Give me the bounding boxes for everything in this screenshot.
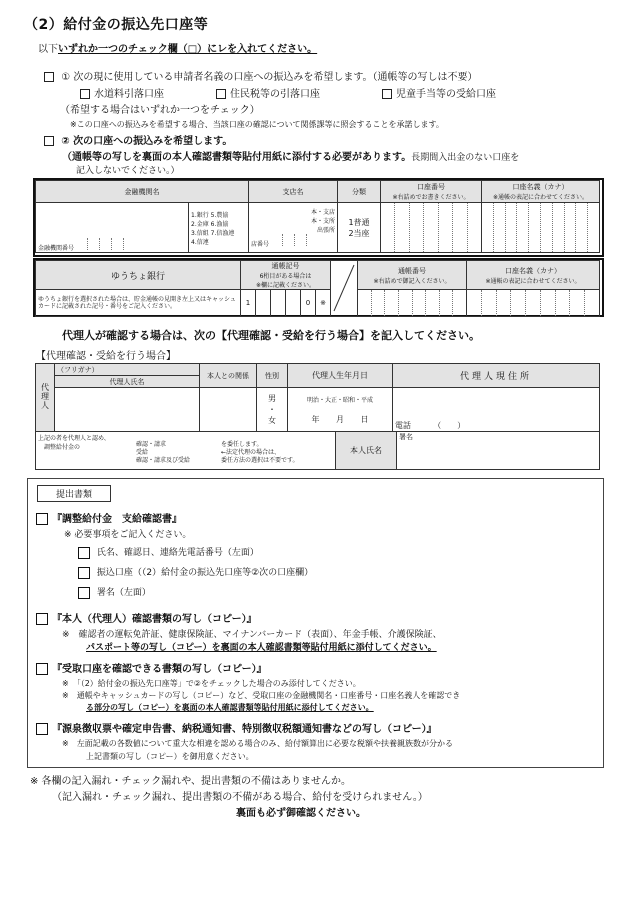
relation-input[interactable] — [200, 388, 257, 432]
bank-type: 4.信連 — [191, 238, 209, 246]
delegation-table — [35, 431, 600, 470]
account-number-hint: ※右詰めでお書きください。 — [392, 194, 470, 201]
yucho-number-header — [358, 261, 467, 290]
doc4-line-2: 上記書類の写し（コピー）を御用意ください。 — [86, 752, 254, 761]
dob-input[interactable] — [288, 388, 393, 432]
doc3-line-1: ※ 「（2）給付金の振込先口座等」で②をチェックした場合のみ添付してください。 — [62, 679, 361, 688]
delegation-options[interactable] — [136, 441, 190, 464]
doc2-line-2: パスポート等の写し（コピー）を裏面の本人確認書類等貼付用紙に添付してください。 — [86, 643, 437, 653]
signature-label: 署名 — [399, 433, 413, 441]
water-checkbox[interactable] — [80, 89, 90, 99]
branch-header: 支店名 — [249, 181, 338, 203]
instruction-prefix: 以下 — [38, 44, 58, 55]
era-options: 明治・大正・昭和・平成 — [306, 396, 373, 404]
account-holder-hint: ※通帳の表記に合わせてください。 — [492, 194, 589, 201]
footer-line-3: 裏面も必ず御確認ください。 — [236, 808, 366, 819]
option2-note — [62, 148, 519, 163]
bank-code-digit[interactable] — [112, 238, 124, 250]
holder-hint: ※通帳の表記に合わせてください。 — [485, 277, 581, 285]
class-option: 1普通 — [348, 217, 370, 227]
documents-title: 提出書類 — [37, 485, 111, 502]
branch-code-label: 店番号 — [251, 241, 270, 248]
diagonal-slash-icon — [332, 263, 356, 313]
account-number-header — [381, 181, 482, 203]
choice-label: 水道料引落口座 — [94, 89, 164, 100]
yucho-note: ゆうちょ銀行を選択された場合は、貯金通帳の見開き左上又はキャッシュカードに記載された記号・番号をご記入ください。 — [36, 290, 241, 317]
section-title: （2）給付金の振込先口座等 — [24, 17, 209, 33]
class-header: 分類 — [338, 181, 381, 203]
number-title: 通帳番号 — [398, 266, 426, 275]
branch-code-digit[interactable] — [283, 234, 295, 246]
yucho-divider — [331, 261, 358, 317]
doc1-label: 『調整給付金 支給確認書』 — [52, 514, 182, 525]
principal-header: 本人氏名 — [336, 432, 397, 470]
bank-type: 5.農協 — [210, 211, 229, 219]
bank-table — [35, 180, 600, 253]
doc1-subcheckbox[interactable] — [78, 567, 90, 579]
option2-note-a: （通帳等の写しを裏面の本人確認書類等貼付用紙に添付する必要があります。 — [62, 152, 412, 163]
male-option[interactable]: 男 — [268, 394, 276, 403]
doc1-check-label: 氏名、確認日、連絡先電話番号（左面） — [96, 548, 259, 558]
branch-type: 出張所 — [316, 227, 335, 234]
option1-note: （希望する場合はいずれか一つをチェック） — [60, 105, 260, 116]
account-number-title: 口座番号 — [417, 183, 445, 191]
bank-code-digit[interactable] — [100, 238, 112, 250]
doc1-check-label: 署名（左面） — [96, 588, 151, 598]
dob-header: 代理人生年月日 — [288, 364, 393, 388]
option1-label: ① 次の現に使用している申請者名義の口座への振込みを希望します。（通帳等の写しは不要） — [61, 72, 478, 83]
option-both[interactable]: 確認・請求及び受給 — [136, 456, 191, 464]
doc1-subcheckbox[interactable] — [78, 587, 90, 599]
class-cell[interactable] — [338, 203, 381, 253]
proxy-lead: 代理人が確認する場合は、次の【代理確認・受給を行う場合】を記入してください。 — [62, 329, 480, 342]
doc3-line-3: る部分の写し（コピー）を裏面の本人確認書類等貼付用紙に添付してください。 — [86, 703, 374, 712]
doc4-label: 『源泉徴収票や確定申告書、納税通知書、特別徴収税額通知書などの写し（コピー）』 — [52, 724, 437, 735]
choice-label: 住民税等の引落口座 — [230, 89, 320, 100]
female-option[interactable]: 女 — [268, 416, 276, 425]
proxy-table — [35, 363, 600, 432]
doc1-sub: ※ 必要事項をご記入ください。 — [64, 530, 192, 540]
sex-header: 性別 — [257, 364, 288, 388]
bank-type: 1.銀行 — [191, 211, 209, 219]
class-option: 2当座 — [348, 228, 370, 238]
option1-choice-1 — [80, 85, 164, 100]
holder-title: 口座名義（カナ） — [505, 266, 561, 275]
bank-code-label: 金融機関番号 — [38, 245, 75, 252]
branch-code-digit[interactable] — [295, 234, 307, 246]
yucho-holder-header — [467, 261, 600, 290]
symbol-title: 通帳記号 — [271, 262, 300, 270]
doc4-checkbox[interactable] — [36, 723, 48, 735]
doc1-check-label: 振込口座（（2）給付金の振込先口座等②次の口座欄） — [96, 568, 314, 578]
month-label: 月 — [336, 414, 344, 424]
delegation-line-b: 調整給付金の — [44, 444, 81, 451]
yucho-holder-cell[interactable] — [467, 290, 600, 317]
entrust-text — [221, 441, 299, 464]
option1-checkbox[interactable] — [44, 72, 54, 82]
bank-name-header: 金融機関名 — [36, 181, 249, 203]
option2-checkbox[interactable] — [44, 136, 54, 146]
entrust-a: を委任します。 — [221, 441, 263, 448]
doc2-row — [36, 610, 257, 625]
delegation-line-a: 上記の者を代理人と認め、 — [38, 435, 110, 442]
bank-type: 7.信漁連 — [210, 229, 235, 237]
phone-label: 電話 — [395, 421, 411, 430]
doc1-subcheckbox[interactable] — [78, 547, 90, 559]
footer-line-1: ※ 各欄の記入漏れ・チェック漏れや、提出書類の不備はありませんか。 — [30, 776, 352, 787]
instruction-emphasis: いずれか一つのチェック欄（□）にレを入れてください。 — [58, 44, 318, 55]
doc2-label: 『本人（代理人）確認書類の写し（コピー）』 — [52, 614, 257, 625]
option2-row — [44, 132, 232, 147]
doc3-label: 『受取口座を確認できる書類の写し（コピー）』 — [52, 664, 267, 675]
bank-type: 2.金庫 — [191, 220, 209, 228]
doc4-row — [36, 720, 437, 735]
choice-label: 児童手当等の受給口座 — [396, 89, 496, 100]
symbol-hint-a: 6桁目がある場合は — [259, 273, 312, 280]
symbol-mark: ※ — [316, 290, 331, 317]
branch-type: 本・支店 — [310, 209, 335, 216]
yucho-symbol-header — [241, 261, 331, 290]
account-number-cell[interactable] — [381, 203, 482, 253]
doc2-checkbox[interactable] — [36, 613, 48, 625]
year-label: 年 — [311, 414, 320, 424]
symbol-digit-0: 0 — [301, 290, 316, 317]
doc3-row — [36, 660, 267, 675]
relation-header: 本人との関係 — [200, 364, 257, 388]
child-allowance-checkbox[interactable] — [382, 89, 392, 99]
yucho-number-cell[interactable] — [358, 290, 467, 317]
proxy-title: 【代理確認・受給を行う場合】 — [36, 351, 176, 362]
branch-type: 本・支所 — [310, 218, 335, 225]
phone-input[interactable]: （ ） — [433, 421, 466, 430]
symbol-hint-b: ※欄に記載ください。 — [255, 282, 316, 289]
proxy-name-header: 代理人氏名 — [55, 376, 200, 388]
proxy-side-label: 代理人 — [36, 364, 55, 432]
tax-checkbox[interactable] — [216, 89, 226, 99]
branch-code-digit[interactable] — [271, 234, 283, 246]
branch-cell[interactable] — [249, 203, 338, 253]
option-confirm[interactable]: 確認・請求 — [136, 441, 167, 448]
section-instruction — [38, 40, 317, 55]
bank-type-cell[interactable] — [189, 203, 249, 253]
yucho-table — [35, 260, 600, 317]
symbol-digit[interactable] — [256, 290, 271, 317]
bank-type: 3.信組 — [191, 229, 209, 237]
doc1-row — [36, 510, 182, 525]
bank-name-cell[interactable] — [36, 203, 189, 253]
address-input[interactable] — [393, 388, 600, 432]
doc4-line-1: ※ 左面記載の各数値について重大な相違を認める場合のみ、給付額算出に必要な税額や扶養親族数が分かる — [62, 739, 454, 748]
option2-note-c: 記入しないでください。） — [76, 166, 180, 176]
doc1-check-3 — [78, 585, 151, 599]
sex-options[interactable] — [257, 388, 288, 432]
doc3-line-2: ※ 通帳やキャッシュカードの写し（コピー）など、受取口座の金融機関名・口座番号・口座名義人を確認でき — [62, 691, 461, 700]
entrust-b: ←法定代理の場合は、 — [221, 448, 281, 456]
option1-choice-2 — [216, 85, 320, 100]
doc1-check-1 — [78, 545, 259, 559]
address-header: 代理人現住所 — [393, 364, 600, 388]
doc1-check-2 — [78, 565, 313, 579]
doc1-checkbox[interactable] — [36, 513, 48, 525]
day-label: 日 — [360, 414, 369, 424]
account-holder-title: 口座名義（カナ） — [512, 183, 569, 191]
sex-dot: ・ — [268, 405, 276, 414]
account-holder-header — [482, 181, 600, 203]
yucho-name: ゆうちょ銀行 — [36, 261, 241, 290]
number-hint: ※右詰めで御記入ください。 — [373, 277, 451, 285]
delegation-cell — [36, 432, 336, 470]
option2-label: ② 次の口座への振込みを希望します。 — [61, 136, 233, 147]
option-receive[interactable]: 受給 — [136, 448, 149, 456]
option2-note-b: 長期間入出金のない口座を — [411, 153, 520, 163]
symbol-digit[interactable] — [286, 290, 301, 317]
option1-row — [44, 68, 478, 83]
doc2-line-1: ※ 確認者の運転免許証、健康保険証、マイナンバーカード（表面）、年金手帳、介護保険証、 — [62, 630, 442, 640]
bank-type: 6.漁協 — [210, 220, 229, 228]
bank-code-digit[interactable] — [76, 238, 88, 250]
account-holder-cell[interactable] — [482, 203, 600, 253]
footer-line-2: （記入漏れ・チェック漏れ、提出書類の不備がある場合、給付を受けられません。） — [52, 792, 428, 803]
symbol-digit-1: 1 — [241, 290, 256, 317]
signature-cell[interactable] — [397, 432, 600, 470]
option1-consent: ※この口座への振込みを希望する場合、当該口座の確認について関係課等に照会することを承諾します。 — [70, 120, 444, 129]
bank-code-digit[interactable] — [88, 238, 100, 250]
proxy-name-input[interactable] — [55, 388, 200, 432]
option1-choice-3 — [382, 85, 496, 100]
doc3-checkbox[interactable] — [36, 663, 48, 675]
furigana-header: （フリガナ） — [55, 364, 200, 376]
symbol-digit[interactable] — [271, 290, 286, 317]
entrust-c: 委任方法の選択は不要です。 — [221, 456, 299, 464]
